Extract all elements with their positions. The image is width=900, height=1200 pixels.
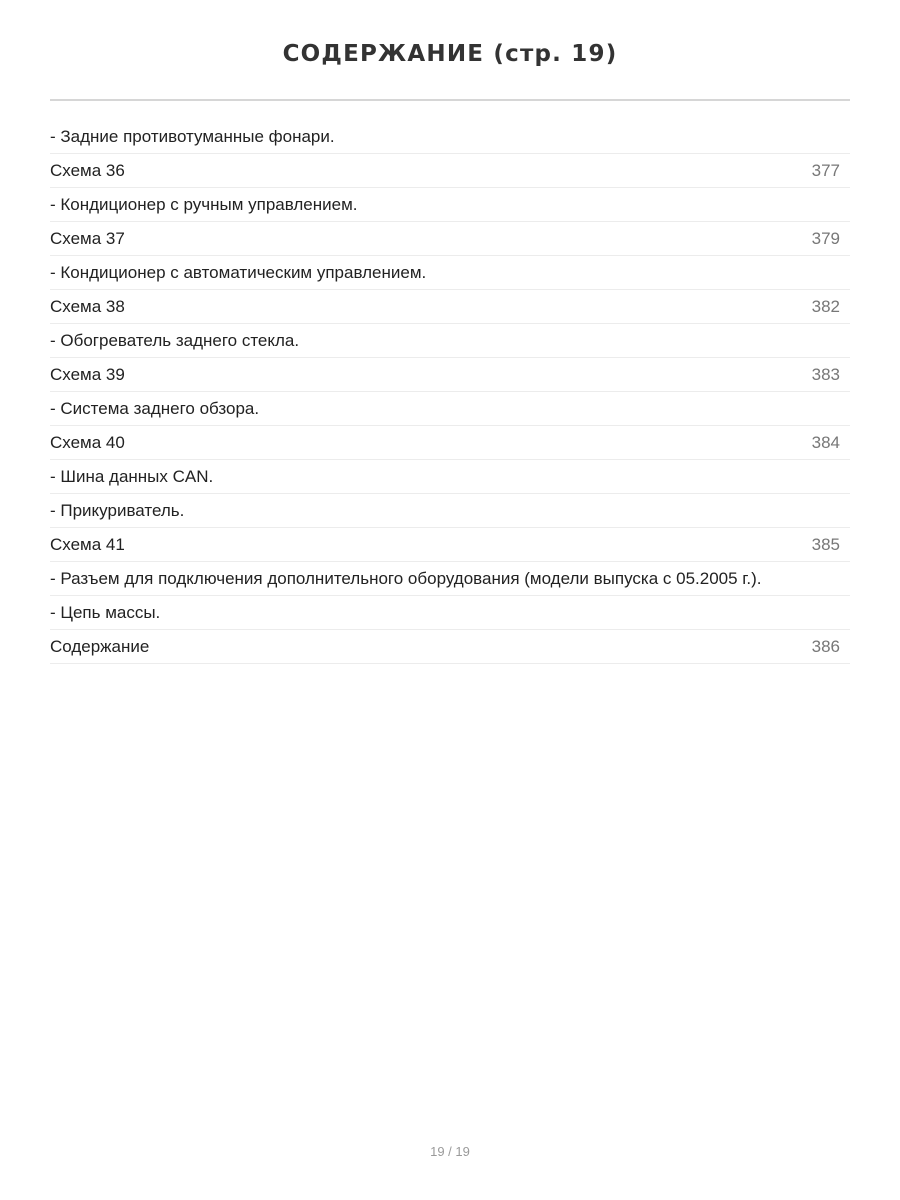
toc-row bbox=[50, 358, 850, 392]
toc-row bbox=[50, 528, 850, 562]
toc-row bbox=[50, 324, 850, 358]
toc-entry-text: Схема 39 bbox=[50, 365, 125, 384]
toc-row bbox=[50, 494, 850, 528]
page-indicator: 19 / 19 bbox=[430, 1144, 470, 1159]
toc-entry-text: - Система заднего обзора. bbox=[50, 399, 260, 418]
toc-row bbox=[50, 222, 850, 256]
toc-entry-text: Схема 40 bbox=[50, 433, 125, 452]
toc-row bbox=[50, 630, 850, 664]
toc-page-number: 379 bbox=[811, 229, 840, 248]
toc-entry-text: - Обогреватель заднего стекла. bbox=[50, 331, 300, 350]
toc-entry-text: - Задние противотуманные фонари. bbox=[50, 127, 335, 146]
toc-page-number: 382 bbox=[811, 297, 840, 316]
toc-row bbox=[50, 460, 850, 494]
toc-row bbox=[50, 426, 850, 460]
toc-entry-text: - Цепь массы. bbox=[50, 603, 161, 622]
toc-row bbox=[50, 596, 850, 630]
toc-entry-text: - Кондиционер с автоматическим управлением. bbox=[50, 263, 427, 282]
toc-entry-text: - Прикуриватель. bbox=[50, 501, 185, 520]
toc-entry-text: Схема 38 bbox=[50, 297, 125, 316]
toc-entry-text: Схема 37 bbox=[50, 229, 125, 248]
toc-entry-text: - Шина данных CAN. bbox=[50, 467, 214, 486]
toc-entry-text: Схема 41 bbox=[50, 535, 125, 554]
toc-page-number: 384 bbox=[811, 433, 840, 452]
toc-row bbox=[50, 188, 850, 222]
page-title: СОДЕРЖАНИЕ (стр. 19) bbox=[282, 41, 618, 67]
toc-row bbox=[50, 290, 850, 324]
toc-page-number: 377 bbox=[811, 161, 840, 180]
toc-list bbox=[50, 120, 850, 664]
toc-entry-text: - Кондиционер с ручным управлением. bbox=[50, 195, 358, 214]
toc-entry-text: Содержание bbox=[50, 637, 150, 656]
toc-row bbox=[50, 120, 850, 154]
toc-page-number: 385 bbox=[811, 535, 840, 554]
toc-row bbox=[50, 562, 850, 596]
toc-row bbox=[50, 154, 850, 188]
toc-entry-text: - Разъем для подключения дополнительного оборудования (модели выпуска с 05.2005 г.). bbox=[50, 569, 762, 588]
title-divider bbox=[50, 99, 850, 101]
toc-row bbox=[50, 392, 850, 426]
toc-page-number: 383 bbox=[811, 365, 840, 384]
toc-row bbox=[50, 256, 850, 290]
toc-page-number: 386 bbox=[811, 637, 840, 656]
toc-entry-text: Схема 36 bbox=[50, 161, 125, 180]
